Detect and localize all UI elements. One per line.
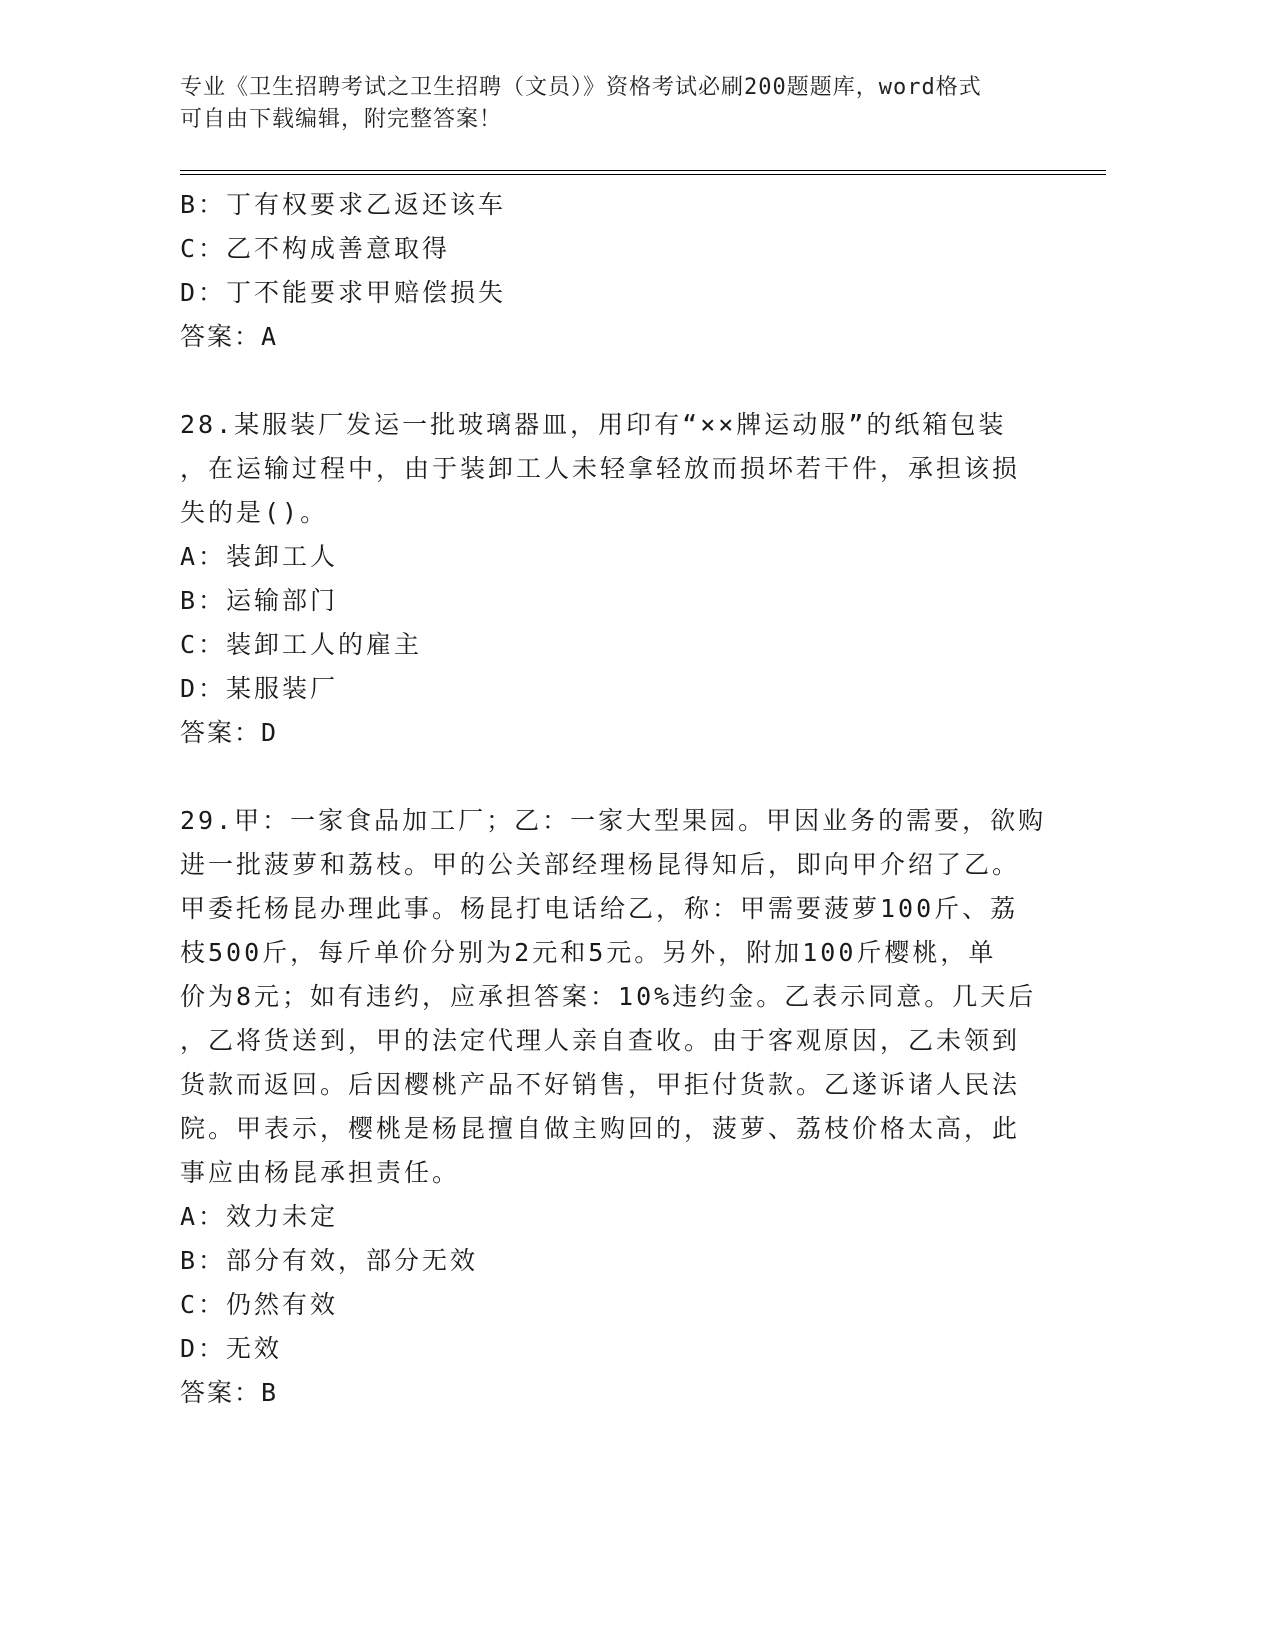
question-text-line: 失的是()。 — [180, 498, 329, 527]
option-c: C：乙不构成善意取得 — [180, 234, 451, 263]
answer-line: 答案：D — [180, 718, 279, 747]
option-d: D：丁不能要求甲赔偿损失 — [180, 278, 507, 307]
option-d: D：某服装厂 — [180, 674, 339, 703]
option-a: A：效力未定 — [180, 1202, 339, 1231]
option-b: B：运输部门 — [180, 586, 339, 615]
header-divider — [180, 170, 1106, 175]
answer-line: 答案：B — [180, 1378, 279, 1407]
option-b: B：丁有权要求乙返还该车 — [180, 190, 507, 219]
question-text-line: 事应由杨昆承担责任。 — [180, 1158, 461, 1187]
option-d: D：无效 — [180, 1334, 283, 1363]
question-text-line: ，乙将货送到，甲的法定代理人亲自查收。由于客观原因，乙未领到 — [180, 1026, 1021, 1055]
question-29 — [180, 799, 1047, 1415]
question-28 — [180, 403, 1040, 755]
option-b: B：部分有效，部分无效 — [180, 1246, 479, 1275]
spacer — [180, 359, 1040, 403]
question-text-line: 进一批菠萝和荔枝。甲的公关部经理杨昆得知后，即向甲介绍了乙。 — [180, 850, 1021, 879]
question-text-line: 28.某服装厂发运一批玻璃器皿，用印有“××牌运动服”的纸箱包装 — [180, 410, 1007, 439]
question-text-line: 价为8元；如有违约，应承担答案：10%违约金。乙表示同意。几天后 — [180, 982, 1037, 1011]
question-text-line: 甲委托杨昆办理此事。杨昆打电话给乙，称：甲需要菠萝100斤、荔 — [180, 894, 1019, 923]
header-line-1: 专业《卫生招聘考试之卫生招聘（文员）》资格考试必刷200题题库，word格式 — [180, 75, 982, 100]
document-header — [180, 72, 1040, 136]
question-text-line: 货款而返回。后因樱桃产品不好销售，甲拒付货款。乙遂诉诸人民法 — [180, 1070, 1021, 1099]
question-27-options — [180, 183, 1040, 359]
spacer — [180, 755, 1040, 799]
document-body — [180, 183, 1047, 1415]
option-c: C：仍然有效 — [180, 1290, 339, 1319]
question-text-line: 29.甲：一家食品加工厂；乙：一家大型果园。甲因业务的需要，欲购 — [180, 806, 1047, 835]
option-a: A：装卸工人 — [180, 542, 339, 571]
answer-line: 答案：A — [180, 322, 279, 351]
question-text-line: ，在运输过程中，由于装卸工人未轻拿轻放而损坏若干件，承担该损 — [180, 454, 1021, 483]
option-c: C：装卸工人的雇主 — [180, 630, 423, 659]
question-text-line: 院。甲表示，樱桃是杨昆擅自做主购回的，菠萝、荔枝价格太高，此 — [180, 1114, 1021, 1143]
header-line-2: 可自由下载编辑，附完整答案！ — [180, 107, 503, 132]
question-text-line: 枝500斤，每斤单价分别为2元和5元。另外，附加100斤樱桃，单 — [180, 938, 997, 967]
